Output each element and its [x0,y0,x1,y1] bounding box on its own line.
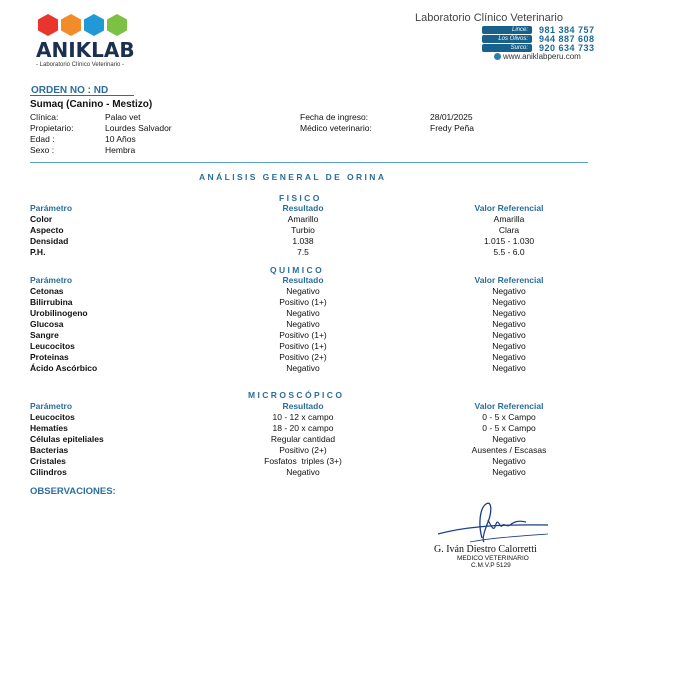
header-param: Parámetro [30,401,73,411]
row-ref: Negativo [492,467,526,477]
logo-hex-green [107,14,127,36]
row-ref: Amarilla [493,214,525,224]
row-ref: Negativo [492,319,526,329]
row-param: Ácido Ascórbico [30,363,98,373]
row-param: Densidad [30,236,69,246]
row-result: Positivo (2+) [279,352,327,362]
admission-date-value: 28/01/2025 [430,112,473,122]
signature-name: G. Iván Diestro Calorretti [434,544,537,555]
row-ref: Ausentes / Escasas [471,445,547,455]
row-result: Positivo (2+) [279,445,327,455]
logo-hex-red [38,14,58,36]
header-result: Resultado [282,401,324,411]
signature-cmvp: C.M.V.P 5129 [471,562,511,569]
observations-label: OBSERVACIONES: [30,486,116,497]
signature-title: MEDICO VETERINARIO [457,555,529,562]
lab-name: Laboratorio Clínico Veterinario [415,12,563,24]
phone-number[interactable]: 944 887 608 [539,33,595,44]
row-result: Fosfatos triples (3+) [264,456,342,466]
phone-number[interactable]: 920 634 733 [539,42,595,53]
logo-hex-orange [61,14,81,36]
row-result: Positivo (1+) [279,297,327,307]
row-ref: Negativo [492,308,526,318]
row-result: Positivo (1+) [279,330,327,340]
row-param: Bacterias [30,445,69,455]
row-param: P.H. [30,247,46,257]
row-param: Cetonas [30,286,64,296]
row-ref: 1.015 - 1.030 [483,236,535,246]
sex-label: Sexo : [30,145,55,155]
order-divider [30,95,134,96]
row-param: Sangre [30,330,59,340]
row-ref: 0 - 5 x Campo [482,412,536,422]
row-result: Turbio [291,225,315,235]
patient-name: Sumaq (Canino - Mestizo) [30,99,153,110]
age-label: Edad : [30,134,55,144]
row-result: 1.038 [292,236,314,246]
section-title-microscopico: MICROSCÓPICO [248,390,345,400]
row-ref: 5.5 - 6.0 [493,247,525,257]
row-result: Positivo (1+) [279,341,327,351]
aniklab-logo [36,14,140,68]
logo-hex-blue [84,14,104,36]
phone-surco [482,43,595,52]
row-result: 7.5 [297,247,309,257]
row-param: Urobilinogeno [30,308,88,318]
header-result: Resultado [282,275,324,285]
website[interactable] [494,52,581,61]
row-ref: Negativo [492,286,526,296]
row-param: Proteinas [30,352,69,362]
row-ref: Clara [498,225,520,235]
clinic-value: Palao vet [105,112,141,122]
phone-number[interactable]: 981 384 757 [539,24,595,35]
row-ref: Negativo [492,434,526,444]
row-ref: Negativo [492,456,526,466]
row-result: Negativo [286,467,320,477]
phone-label: Surco: [482,44,532,52]
vet-label: Médico veterinario: [300,123,372,133]
admission-date-label: Fecha de ingreso: [300,112,369,122]
row-param: Glucosa [30,319,64,329]
header-ref: Valor Referencial [474,401,544,411]
row-result: Negativo [286,308,320,318]
row-param: Leucocitos [30,341,75,351]
header-ref: Valor Referencial [474,203,544,213]
row-result: 10 - 12 x campo [272,412,334,422]
row-result: Negativo [286,363,320,373]
header-result: Resultado [282,203,324,213]
header-param: Parámetro [30,275,73,285]
section-title-quimico: QUIMICO [270,265,325,275]
signature-scribble [430,498,570,546]
header-param: Parámetro [30,203,73,213]
row-param: Aspecto [30,225,64,235]
header-ref: Valor Referencial [474,275,544,285]
row-result: Negativo [286,319,320,329]
website-text: www.aniklabperu.com [503,52,581,61]
logo-hexagons [36,14,140,38]
row-param: Hematíes [30,423,68,433]
row-param: Cilindros [30,467,67,477]
row-result: 18 - 20 x campo [272,423,334,433]
sex-value: Hembra [105,145,136,155]
row-result: Amarillo [287,214,319,224]
age-value: 10 Años [105,134,136,144]
vet-value: Fredy Peña [430,123,474,133]
row-param: Bilirrubina [30,297,73,307]
row-result: Regular cantidad [270,434,336,444]
report-title: ANÁLISIS GENERAL DE ORINA [199,172,387,182]
row-ref: 0 - 5 x Campo [482,423,536,433]
section-title-fisico: FISICO [279,193,322,203]
section-divider [30,162,588,163]
order-number: ORDEN NO : ND [31,85,109,96]
owner-value: Lourdes Salvador [105,123,172,133]
brand-subtitle: - Laboratorio Clínico Veterinario - [36,62,125,68]
globe-icon [494,53,501,60]
row-ref: Negativo [492,330,526,340]
phone-label: Lince: [482,26,532,34]
clinic-label: Clínica: [30,112,59,122]
phone-label: Los Olivos: [482,35,532,43]
row-result: Negativo [286,286,320,296]
row-ref: Negativo [492,297,526,307]
row-param: Color [30,214,53,224]
row-param: Leucocitos [30,412,75,422]
row-ref: Negativo [492,341,526,351]
brand-name: ANIKLAB [36,38,135,62]
owner-label: Propietario: [30,123,74,133]
row-ref: Negativo [492,363,526,373]
row-ref: Negativo [492,352,526,362]
row-param: Células epiteliales [30,434,104,444]
row-param: Cristales [30,456,66,466]
